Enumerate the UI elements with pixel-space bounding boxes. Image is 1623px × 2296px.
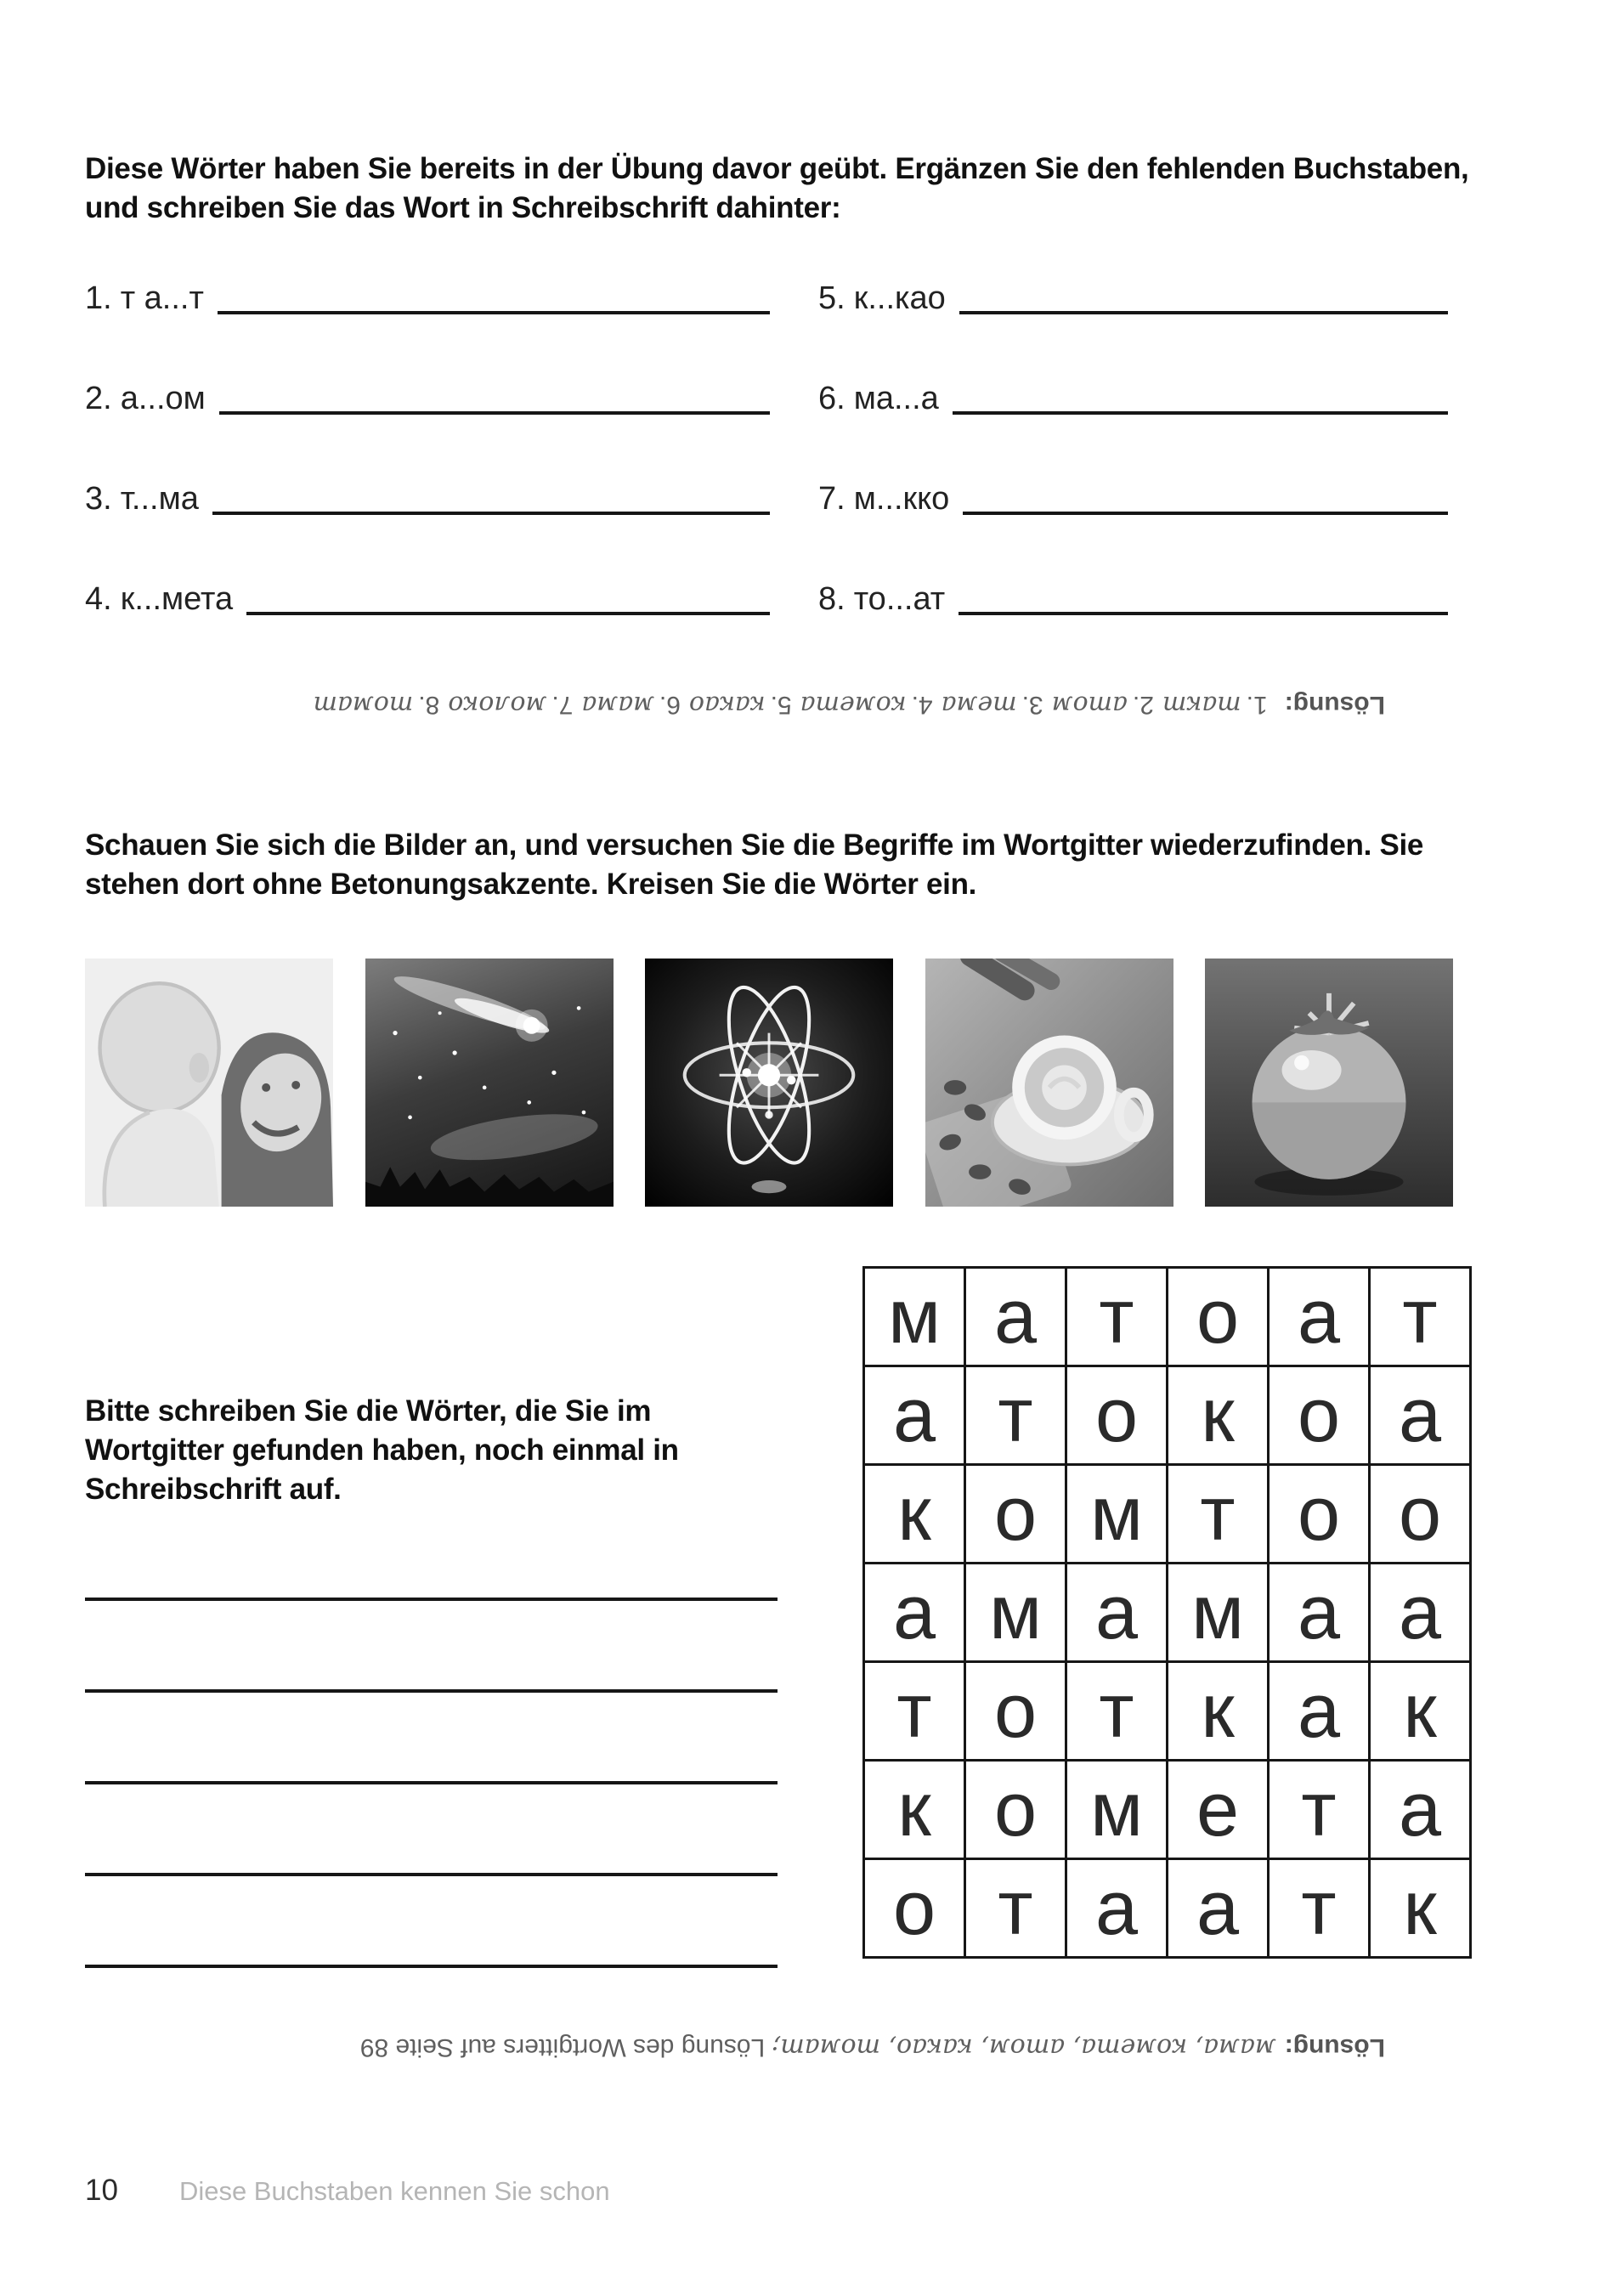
item-fragment: а...ом [120, 381, 206, 416]
grid-cell: а [1269, 1564, 1370, 1662]
grid-cell: м [1066, 1465, 1168, 1564]
answer-blank-line [219, 411, 770, 415]
instruction-wordgrid: Schauen Sie sich die Bilder an, und versuchen Sie die Begriffe im Wortgitter wiederzufinden. Sie stehen dort ohne Betonungsakzente. Kreisen Sie die Wörter ein. [85, 828, 1424, 902]
grid-cell: к [1370, 1859, 1471, 1958]
answer-blank-line [218, 311, 770, 314]
item-number: 1. [85, 280, 112, 316]
fill-item-2 [85, 381, 770, 417]
item-fragment: м...кко [853, 481, 950, 517]
item-fragment: то...ат [853, 581, 946, 617]
writing-line [85, 1873, 778, 1876]
solution-entry-number: 4. [911, 691, 933, 719]
answer-blank-line [246, 612, 770, 615]
instruction-write-cursive: Bitte schreiben Sie die Wörter, die Sie im Wortgitter gefunden haben, noch einmal in Schreibschrift auf. [85, 1394, 679, 1507]
grid-row [864, 1761, 1471, 1859]
grid-row [864, 1859, 1471, 1958]
solution-entry-number: 5. [770, 691, 792, 719]
solution-entry-word: комета [800, 690, 907, 720]
fill-item-3 [85, 481, 770, 517]
answer-blank-line [212, 512, 770, 515]
grid-cell: о [965, 1465, 1066, 1564]
grid-row [864, 1366, 1471, 1465]
grid-cell: о [1269, 1366, 1370, 1465]
item-number: 4. [85, 581, 112, 617]
grid-cell: о [1269, 1465, 1370, 1564]
grid-cell: а [1269, 1662, 1370, 1761]
grid-cell: т [1066, 1662, 1168, 1761]
writing-line [85, 1598, 778, 1601]
fill-item-4 [85, 581, 770, 618]
page-number: 10 [85, 2174, 118, 2207]
grid-cell: е [1168, 1761, 1269, 1859]
atom-photo [645, 959, 893, 1207]
grid-cell: к [1370, 1662, 1471, 1761]
comet-photo [365, 959, 614, 1207]
grid-row [864, 1268, 1471, 1366]
grid-row [864, 1564, 1471, 1662]
grid-cell: т [864, 1662, 965, 1761]
grid-cell: т [1269, 1859, 1370, 1958]
comet-illustration [365, 959, 614, 1207]
solution-entry-number: 2. [1132, 691, 1154, 719]
solution-entry-word: томат [313, 690, 414, 720]
writing-line [85, 1965, 778, 1968]
item-number: 2. [85, 381, 112, 416]
grid-cell: м [1066, 1761, 1168, 1859]
grid-cell: о [1168, 1268, 1269, 1366]
grid-cell: о [1370, 1465, 1471, 1564]
grid-cell: м [1168, 1564, 1269, 1662]
page-footer [85, 2174, 610, 2208]
fill-item-6 [818, 381, 1448, 417]
solution-entry-number: 8. [418, 691, 440, 719]
solution-words: мама, комета, атом, какао, томат; [772, 2033, 1276, 2062]
writing-line [85, 1689, 778, 1693]
answer-blank-line [953, 411, 1448, 415]
grid-cell: т [965, 1366, 1066, 1465]
solution-label: Lösung: [1284, 2033, 1385, 2061]
wordgrid-table [862, 1266, 1472, 1959]
grid-cell: м [864, 1268, 965, 1366]
item-fragment: к...мета [120, 581, 234, 617]
grid-row [864, 1662, 1471, 1761]
grid-cell: м [965, 1564, 1066, 1662]
grid-cell: к [864, 1465, 965, 1564]
item-fragment: ма...а [853, 381, 939, 416]
solution-entry-word: тема [941, 690, 1017, 720]
grid-cell: т [1269, 1761, 1370, 1859]
solution-entry-word: молоко [448, 690, 547, 720]
grid-cell: т [1168, 1465, 1269, 1564]
tomato-illustration [1205, 959, 1453, 1207]
cocoa-illustration [925, 959, 1173, 1207]
grid-cell: а [1370, 1366, 1471, 1465]
atom-illustration [645, 959, 893, 1207]
fill-item-8 [818, 581, 1448, 618]
item-number: 3. [85, 481, 112, 517]
writing-line [85, 1781, 778, 1784]
grid-cell: т [1370, 1268, 1471, 1366]
fill-item-1 [85, 280, 770, 317]
item-number: 8. [818, 581, 845, 617]
answer-blank-line [959, 612, 1448, 615]
solution-entry-number: 6. [659, 691, 681, 719]
answer-blank-line [963, 512, 1448, 515]
grid-cell: о [1066, 1366, 1168, 1465]
grid-cell: а [864, 1564, 965, 1662]
solution-entry-number: 3. [1021, 691, 1043, 719]
grid-cell: а [864, 1366, 965, 1465]
grid-cell: к [1168, 1662, 1269, 1761]
grid-cell: к [1168, 1366, 1269, 1465]
item-fragment: т а...т [120, 280, 204, 316]
grid-cell: а [1370, 1564, 1471, 1662]
solution-label: Lösung: [1284, 691, 1385, 719]
item-number: 5. [818, 280, 845, 316]
solution-entry-number: 7. [551, 691, 574, 719]
answer-blank-line [959, 311, 1448, 314]
item-fragment: к...као [853, 280, 946, 316]
grid-cell: а [1168, 1859, 1269, 1958]
solution-note: Lösung des Wortgitters auf Seite 89 [359, 2033, 766, 2061]
grid-cell: к [864, 1761, 965, 1859]
chapter-title: Diese Buchstaben kennen Sie schon [178, 2176, 610, 2206]
grid-cell: о [864, 1859, 965, 1958]
solution-entry-word: атом [1051, 690, 1128, 720]
wordgrid-solution [144, 2033, 1385, 2062]
solution-entry-word: мама [581, 690, 654, 720]
grid-cell: т [965, 1859, 1066, 1958]
instruction-fill-in: Diese Wörter haben Sie bereits in der Übung davor geübt. Ergänzen Sie den fehlenden Buchstaben, und schreiben Sie das Wort in Schreibschrift dahinter: [85, 152, 1469, 225]
tomato-photo [1205, 959, 1453, 1207]
fill-item-5 [818, 280, 1448, 317]
mother-and-baby-illustration [85, 959, 333, 1207]
mother-and-baby-photo [85, 959, 333, 1207]
fill-item-7 [818, 481, 1448, 517]
grid-cell: а [1066, 1564, 1168, 1662]
item-number: 7. [818, 481, 845, 517]
grid-cell: а [1269, 1268, 1370, 1366]
grid-cell: а [965, 1268, 1066, 1366]
item-number: 6. [818, 381, 845, 416]
grid-cell: т [1066, 1268, 1168, 1366]
grid-cell: а [1066, 1859, 1168, 1958]
grid-cell: а [1370, 1761, 1471, 1859]
grid-row [864, 1465, 1471, 1564]
solution-entry-word: такт [1162, 690, 1241, 720]
cocoa-photo [925, 959, 1173, 1207]
photo-strip [85, 959, 1453, 1207]
item-fragment: т...ма [120, 481, 199, 517]
solution-entry-word: какао [688, 690, 766, 720]
fill-in-solution [144, 690, 1385, 720]
grid-cell: о [965, 1761, 1066, 1859]
solution-entry-number: 1. [1246, 691, 1268, 719]
grid-cell: о [965, 1662, 1066, 1761]
